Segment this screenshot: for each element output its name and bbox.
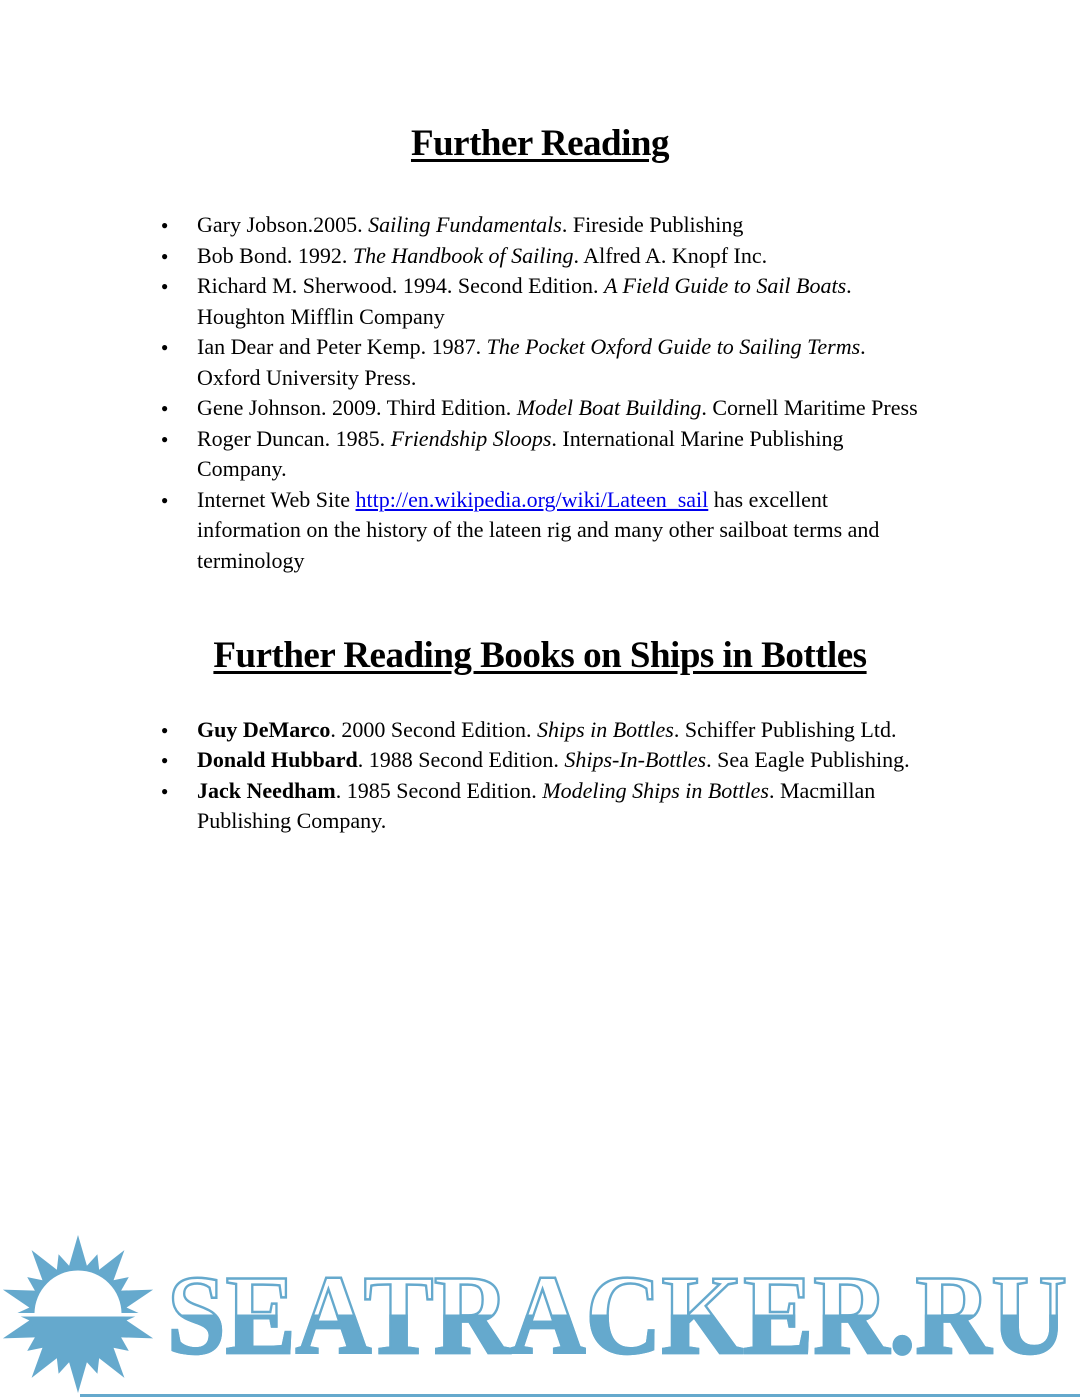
text-segment: . 1988 Second Edition. [357,747,565,773]
bottle-books-list [197,715,929,837]
list-item [197,332,929,393]
text-segment: . Fireside Publishing [561,212,744,238]
text-segment: Jack Needham [197,777,336,803]
text-segment: . 1985 Second Edition. [335,777,543,803]
section-title: Further Reading [410,123,669,164]
list-item [197,210,929,241]
section-further-reading [0,122,1080,576]
text-segment: Donald Hubbard [197,747,358,773]
text-segment: A Field Guide to Sail Boats [603,273,847,299]
list-item [197,485,929,577]
text-segment: . Houghton Mifflin Company [197,273,852,329]
text-segment: Gene Johnson. 2009. Third Edition. [197,395,517,421]
text-segment: Roger Duncan. 1985. [197,425,391,451]
text-segment: Friendship Sloops [390,425,552,451]
text-segment: . 2000 Second Edition. [330,716,537,742]
text-segment: . Schiffer Publishing Ltd. [673,716,897,742]
text-segment: Bob Bond. 1992. [197,242,353,268]
list-item [197,241,929,272]
text-segment: Internet Web Site [197,486,356,512]
text-segment: The Pocket Oxford Guide to Sailing Terms [486,334,861,360]
watermark-text: SEATRACKER.RU [167,1253,1068,1378]
text-segment: . Cornell Maritime Press [701,395,918,421]
section-title: Further Reading Books on Ships in Bottles [213,635,867,677]
text-segment: . Macmillan Publishing Company. [197,777,876,834]
list-item [197,745,929,776]
list-item [197,776,929,837]
sun-icon [0,1233,159,1395]
text-segment: Ships-In-Bottles [564,747,707,773]
text-segment: Gary Jobson.2005. [197,212,369,238]
text-segment: The Handbook of Sailing [352,242,574,268]
text-segment: Sailing Fundamentals [368,212,562,238]
list-item [197,393,929,424]
text-segment: . International Marine Publishing Company. [197,425,844,482]
further-reading-list [197,210,929,576]
list-item [197,424,929,485]
text-segment: Modeling Ships in Bottles [542,777,769,803]
text-segment: Ian Dear and Peter Kemp. 1987. [197,334,487,360]
list-item [197,715,929,746]
text-segment: . Oxford University Press. [197,334,866,390]
text-segment: Guy DeMarco [197,716,331,742]
text-segment: has excellent information on the history of the lateen rig and many other sailboat terms and terminology [197,486,880,573]
text-segment: . Alfred A. Knopf Inc. [573,242,768,268]
text-segment: Richard M. Sherwood. 1994. Second Edition. [197,273,604,299]
hyperlink[interactable]: http://en.wikipedia.org/wiki/Lateen_sail [355,486,709,512]
list-item [197,271,929,332]
section-ships-in-bottles [0,634,1080,836]
text-segment: Model Boat Building [516,395,702,421]
text-segment: . Sea Eagle Publishing. [706,747,910,773]
text-segment: Ships in Bottles [536,716,674,742]
